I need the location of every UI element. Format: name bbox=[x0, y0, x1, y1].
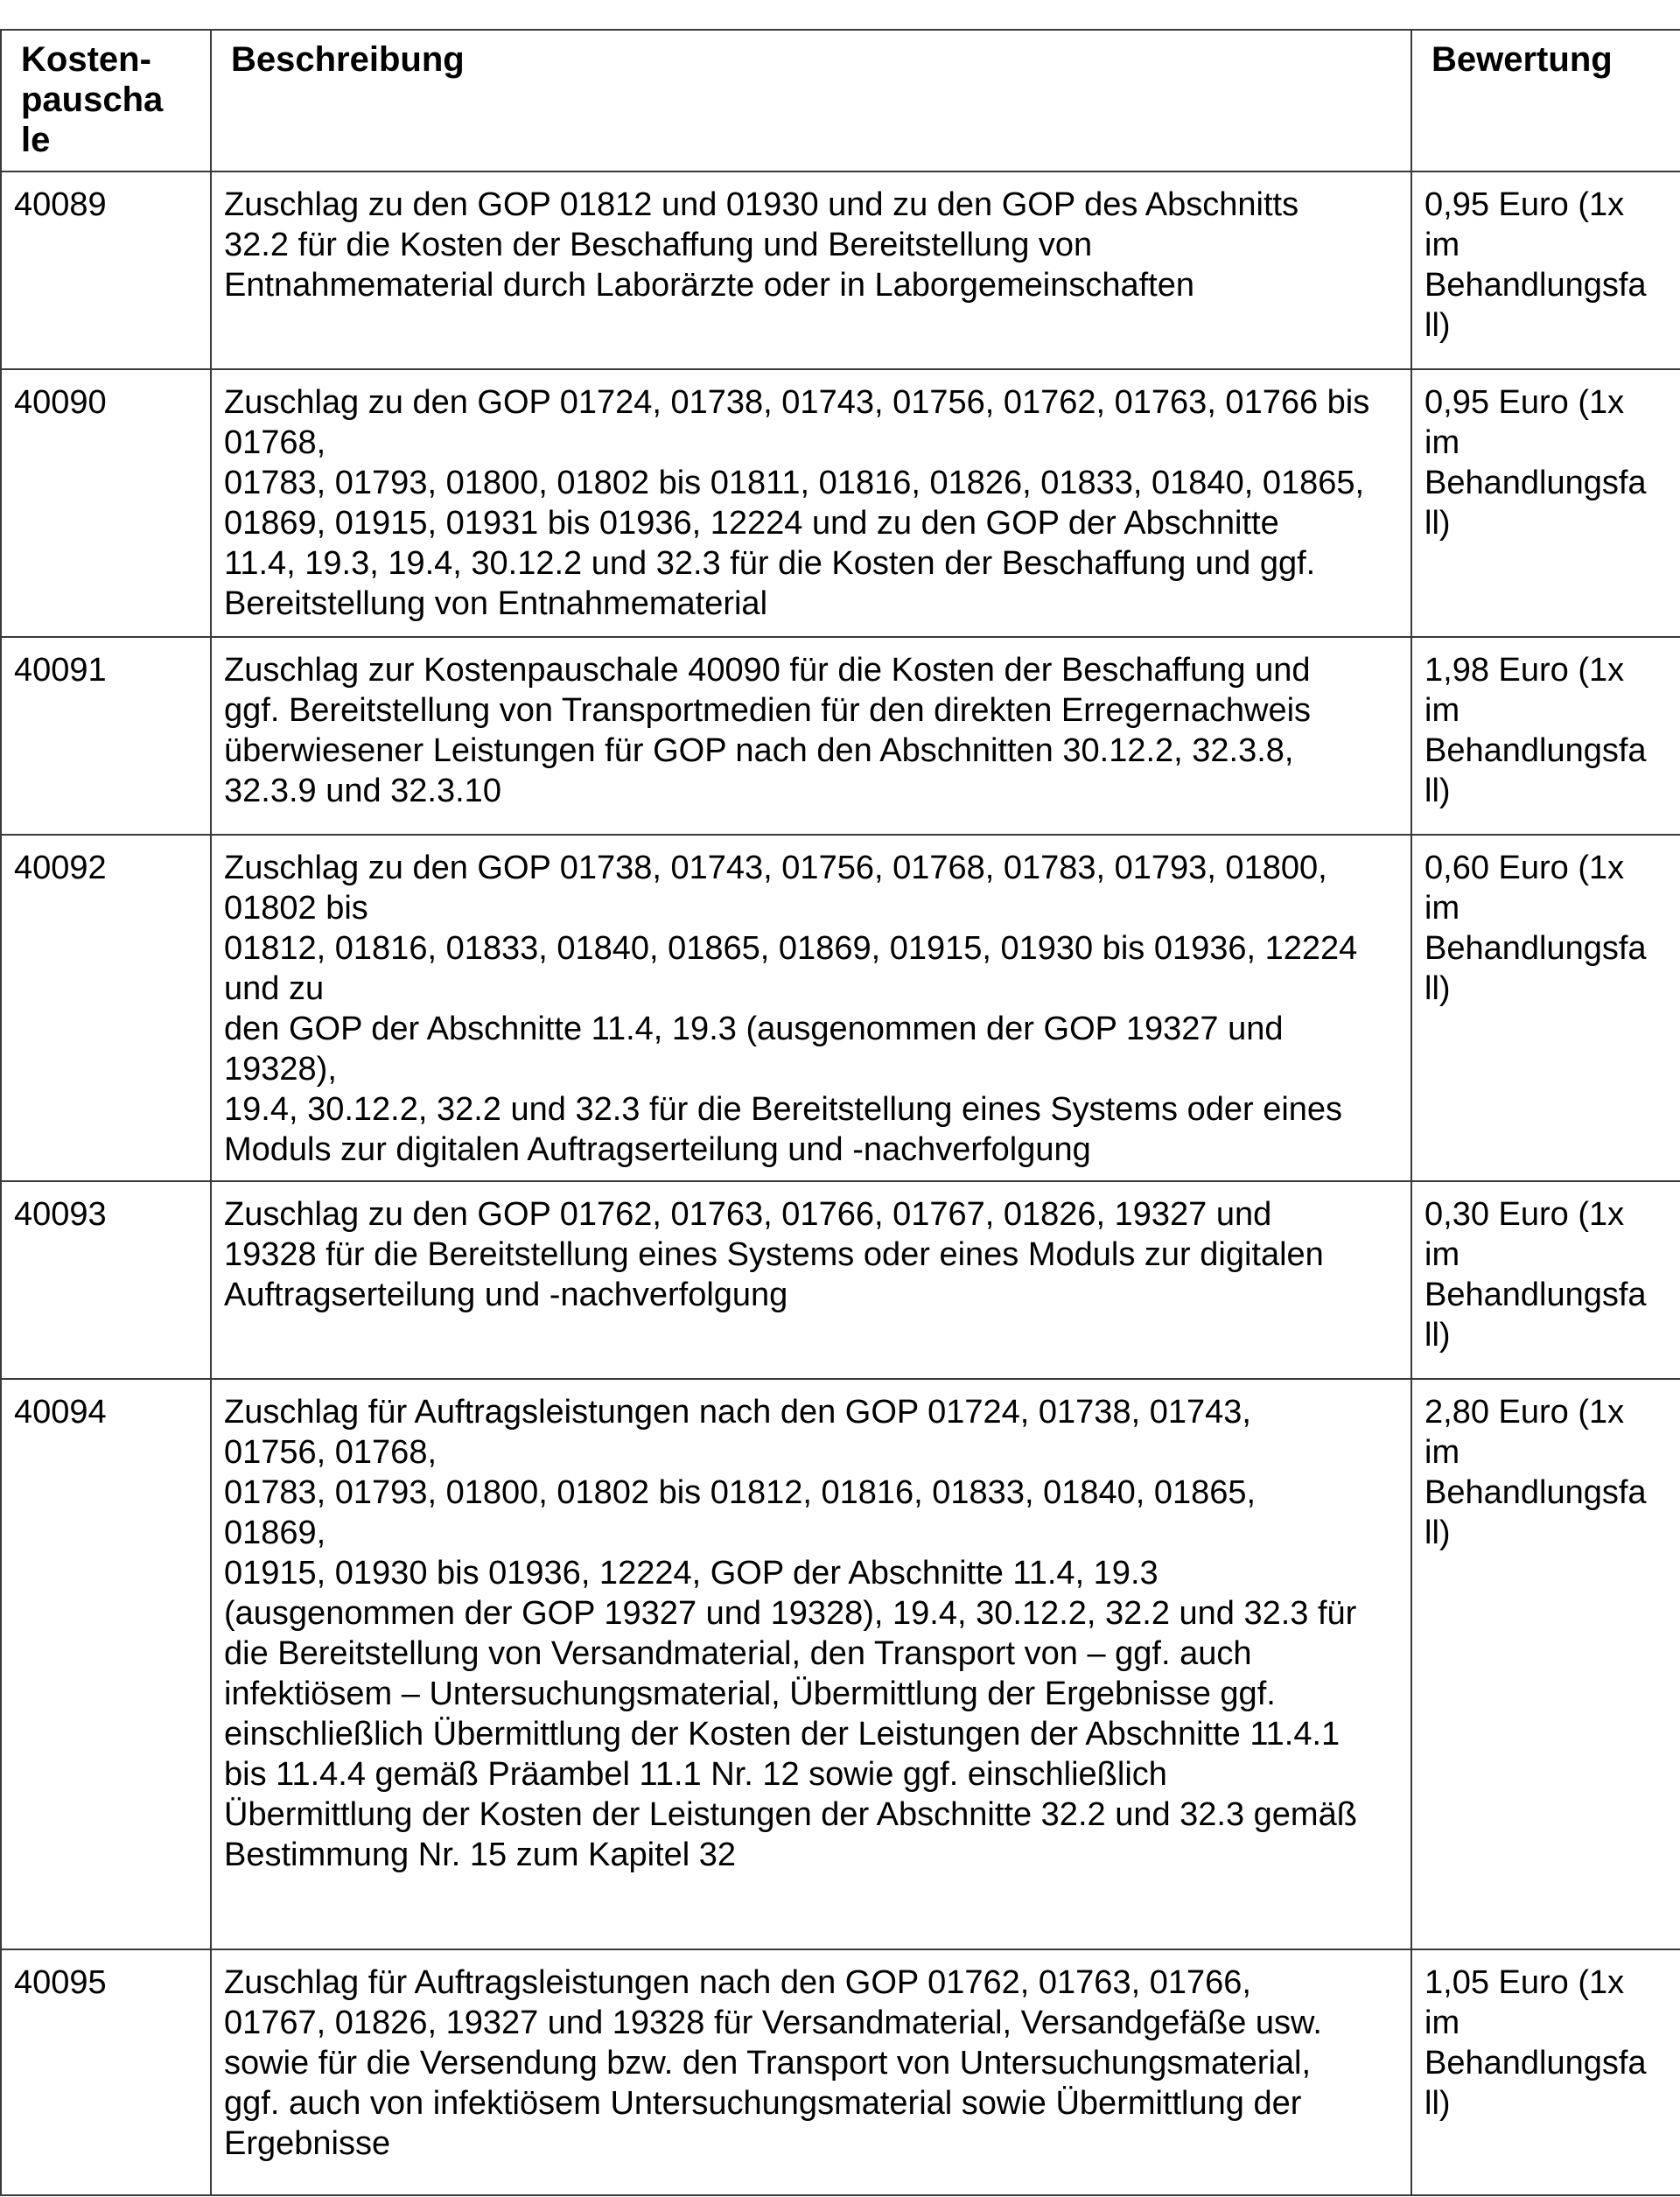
row-description: Zuschlag für Auftragsleistungen nach den GOP 01762, 01763, 01766, 01767, 01826, 19327 und 19328 für Versandmaterial, Versandgefäße usw. sowie für die Versendung bzw. den Transport von Untersuchungsmaterial, ggf. auch von infektiösem Untersuchungsmaterial sowie Übermittlung der Ergebnisse bbox=[211, 1949, 1411, 2195]
row-code: 40093 bbox=[1, 1181, 211, 1379]
kostenpauschalen-table bbox=[0, 29, 1680, 2196]
row-bewertung: 0,95 Euro (1x im Behandlungsfa ll) bbox=[1411, 171, 1680, 369]
row-description: Zuschlag zu den GOP 01812 und 01930 und zu den GOP des Abschnitts 32.2 für die Kosten der Beschaffung und Bereitstellung von Entnahmematerial durch Laborärzte oder in Laborgemeinschaften bbox=[211, 171, 1411, 369]
table-row bbox=[1, 369, 1680, 637]
row-description: Zuschlag zur Kostenpauschale 40090 für die Kosten der Beschaffung und ggf. Bereitstellung von Transportmedien für den direkten Erregernachweis überwiesener Leistungen für GOP nach den Abschnitten 30.12.2, 32.3.8, 32.3.9 und 32.3.10 bbox=[211, 637, 1411, 835]
table-row bbox=[1, 1949, 1680, 2195]
table-header-row bbox=[1, 30, 1680, 171]
table-row bbox=[1, 637, 1680, 835]
row-description: Zuschlag zu den GOP 01762, 01763, 01766, 01767, 01826, 19327 und 19328 für die Bereitstellung eines Systems oder eines Moduls zur digitalen Auftragserteilung und -nachverfolgung bbox=[211, 1181, 1411, 1379]
row-description: Zuschlag zu den GOP 01738, 01743, 01756, 01768, 01783, 01793, 01800, 01802 bis 01812, 01816, 01833, 01840, 01865, 01869, 01915, 01930 bis 01936, 12224 und zu den GOP der Abschnitte 11.4, 19.3 (ausgenommen der GOP 19327 und 19328), 19.4, 30.12.2, 32.2 und 32.3 für die Bereitstellung eines Systems oder eines Moduls zur digitalen Auftragserteilung und -nachverfolgung bbox=[211, 835, 1411, 1181]
row-code: 40091 bbox=[1, 637, 211, 835]
row-bewertung: 2,80 Euro (1x im Behandlungsfa ll) bbox=[1411, 1379, 1680, 1949]
header-kostenpauschale: Kosten- pauscha le bbox=[1, 30, 211, 171]
row-bewertung: 0,30 Euro (1x im Behandlungsfa ll) bbox=[1411, 1181, 1680, 1379]
row-code: 40089 bbox=[1, 171, 211, 369]
table-row bbox=[1, 1379, 1680, 1949]
cut-off-heading-fragment bbox=[542, 0, 560, 5]
row-bewertung: 0,60 Euro (1x im Behandlungsfa ll) bbox=[1411, 835, 1680, 1181]
row-code: 40095 bbox=[1, 1949, 211, 2195]
header-beschreibung: Beschreibung bbox=[211, 30, 1411, 171]
row-code: 40092 bbox=[1, 835, 211, 1181]
row-code: 40094 bbox=[1, 1379, 211, 1949]
row-description: Zuschlag für Auftragsleistungen nach den GOP 01724, 01738, 01743, 01756, 01768, 01783, 01793, 01800, 01802 bis 01812, 01816, 01833, 01840, 01865, 01869, 01915, 01930 bis 01936, 12224, GOP der Abschnitte 11.4, 19.3 (ausgenommen der GOP 19327 und 19328), 19.4, 30.12.2, 32.2 und 32.3 für die Bereitstellung von Versandmaterial, den Transport von – ggf. auch infektiösem – Untersuchungsmaterial, Übermittlung der Ergebnisse ggf. einschließlich Übermittlung der Kosten der Leistungen der Abschnitte 11.4.1 bis 11.4.4 gemäß Präambel 11.1 Nr. 12 sowie ggf. einschließlich Übermittlung der Kosten der Leistungen der Abschnitte 32.2 und 32.3 gemäß Bestimmung Nr. 15 zum Kapitel 32 bbox=[211, 1379, 1411, 1949]
table-row bbox=[1, 835, 1680, 1181]
row-bewertung: 1,05 Euro (1x im Behandlungsfa ll) bbox=[1411, 1949, 1680, 2195]
table-row bbox=[1, 1181, 1680, 1379]
row-description: Zuschlag zu den GOP 01724, 01738, 01743, 01756, 01762, 01763, 01766 bis 01768, 01783, 01793, 01800, 01802 bis 01811, 01816, 01826, 01833, 01840, 01865, 01869, 01915, 01931 bis 01936, 12224 und zu den GOP der Abschnitte 11.4, 19.3, 19.4, 30.12.2 und 32.3 für die Kosten der Beschaffung und ggf. Bereitstellung von Entnahmematerial bbox=[211, 369, 1411, 637]
row-bewertung: 1,98 Euro (1x im Behandlungsfa ll) bbox=[1411, 637, 1680, 835]
row-bewertung: 0,95 Euro (1x im Behandlungsfa ll) bbox=[1411, 369, 1680, 637]
row-code: 40090 bbox=[1, 369, 211, 637]
header-bewertung: Bewertung bbox=[1411, 30, 1680, 171]
table-row bbox=[1, 171, 1680, 369]
